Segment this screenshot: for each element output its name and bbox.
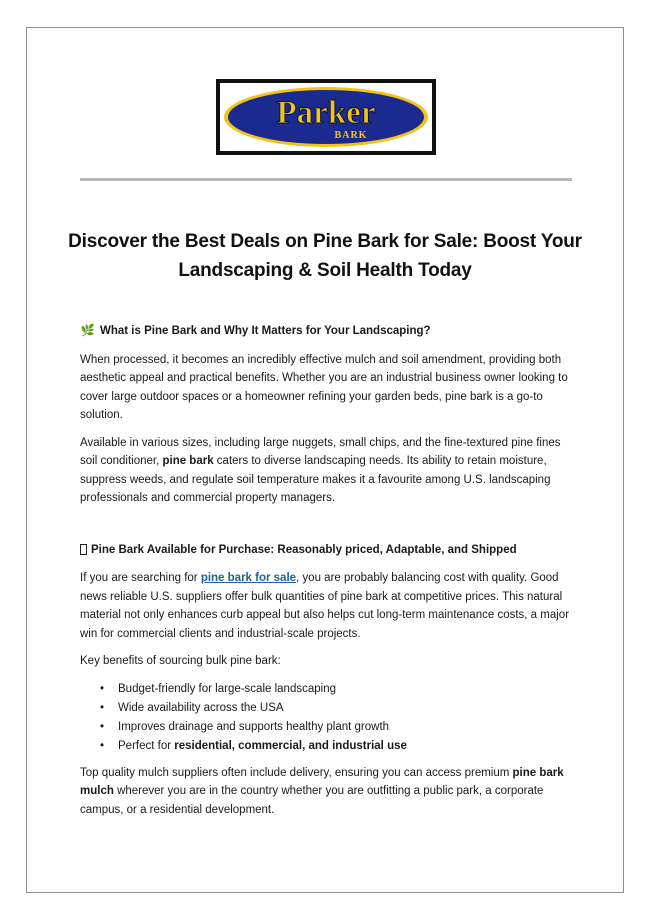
section1-heading-text: What is Pine Bark and Why It Matters for Your Landscaping? bbox=[100, 325, 431, 337]
list-item bbox=[80, 699, 574, 718]
herb-icon: 🌿 bbox=[80, 325, 96, 337]
section2-p3-text-b: wherever you are in the country whether you are outfitting a public park, a corporate campus, or a residential development. bbox=[80, 785, 544, 816]
section1-p2-text-a: Available in various sizes, including large nuggets, small chips, and the fine-textured pine fines soil conditioner, bbox=[80, 436, 561, 467]
section1-paragraph-2 bbox=[80, 434, 574, 508]
list-item-text: Wide availability across the USA bbox=[118, 701, 284, 714]
list-item-text: Improves drainage and supports healthy plant growth bbox=[118, 720, 390, 733]
section2-heading-text: Pine Bark Available for Purchase: Reasonably priced, Adaptable, and Shipped bbox=[91, 543, 517, 556]
article-body bbox=[80, 322, 574, 828]
list-item-bold: residential, commercial, and industrial use bbox=[174, 739, 407, 752]
list-item bbox=[80, 737, 574, 756]
section2-p1-text-b: , you are probably balancing cost with quality. Good news reliable U.S. suppliers offer bulk quantities of pine bark at competitive prices. This natural material not only enhances curb appeal but also helps cut long-term maintenance costs, a major win for commercial clients and industrial-scale projects. bbox=[80, 572, 570, 640]
logo-sub-text: BARK bbox=[334, 130, 368, 141]
section2-paragraph-2: Key benefits of sourcing bulk pine bark: bbox=[80, 655, 281, 667]
logo-brand-text: Parker bbox=[276, 95, 376, 131]
benefits-list bbox=[80, 680, 574, 756]
bullet-icon: • bbox=[100, 720, 105, 733]
section1-heading bbox=[80, 322, 574, 341]
header-divider bbox=[80, 178, 572, 181]
list-item-text: Perfect for bbox=[118, 739, 175, 752]
bullet-icon: • bbox=[100, 739, 105, 752]
section2-paragraph-3 bbox=[80, 764, 574, 820]
section1-paragraph-1: When processed, it becomes an incredibly effective mulch and soil amendment, providing both aesthetic appeal and practical benefits. Whether you are an industrial business owner looking to cover large outdoor spaces or a homeowner refining your garden beds, pine bark is a go-to solution. bbox=[80, 353, 568, 421]
logo-graphic bbox=[220, 83, 432, 151]
pine-bark-for-sale-link[interactable]: pine bark for sale bbox=[200, 572, 297, 584]
parker-bark-logo bbox=[216, 79, 436, 155]
section2-p3-bold: pine bark mulch bbox=[80, 766, 564, 797]
bullet-icon: • bbox=[100, 701, 105, 714]
section1-p2-bold: pine bark bbox=[162, 455, 214, 467]
list-item bbox=[80, 718, 574, 737]
section2-p3-text-a: Top quality mulch suppliers often include delivery, ensuring you can access premium bbox=[80, 766, 513, 779]
list-item-text: Budget-friendly for large-scale landscaping bbox=[118, 682, 336, 695]
page-title: Discover the Best Deals on Pine Bark for Sale: Boost Your Landscaping & Soil Health Today bbox=[68, 231, 582, 281]
section2-paragraph-1 bbox=[80, 569, 574, 643]
section1-p2-text-b: caters to diverse landscaping needs. Its ability to retain moisture, suppress weeds, and regulate soil temperature makes it a favourite among U.S. landscaping professionals and commercial property managers. bbox=[80, 455, 551, 504]
missing-glyph-icon bbox=[80, 544, 87, 555]
section2-p1-text-a: If you are searching for bbox=[80, 572, 201, 584]
section2-heading bbox=[80, 541, 574, 560]
bullet-icon: • bbox=[100, 682, 105, 695]
list-item bbox=[80, 680, 574, 699]
